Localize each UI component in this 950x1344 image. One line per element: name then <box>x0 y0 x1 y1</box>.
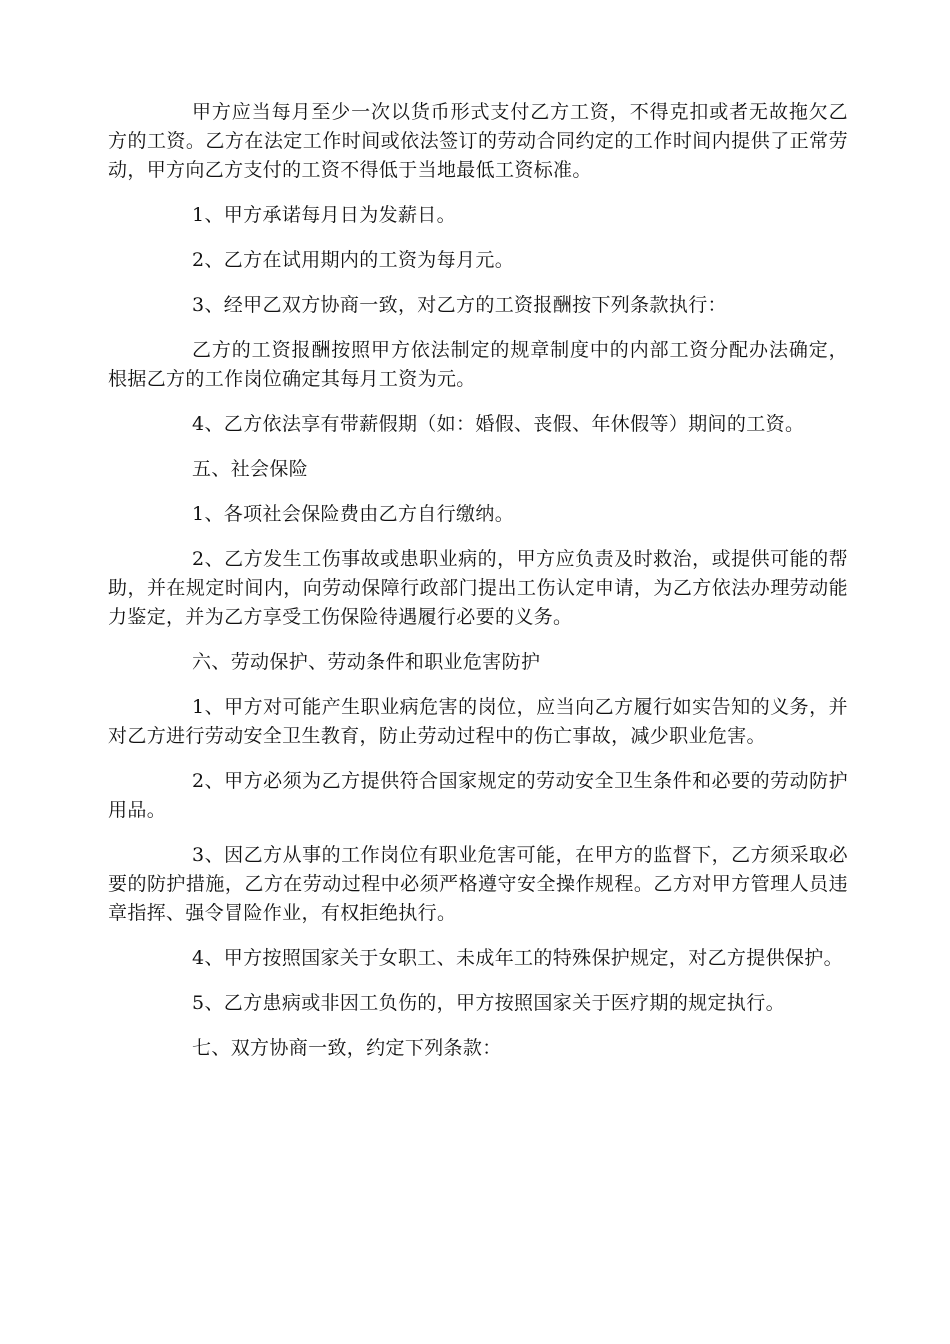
paragraph-paid-leave: 4、乙方依法享有带薪假期（如：婚假、丧假、年休假等）期间的工资。 <box>192 413 805 435</box>
paragraph-wage-terms: 3、经甲乙双方协商一致，对乙方的工资报酬按下列条款执行： <box>192 294 727 316</box>
document-body <box>108 98 848 1079</box>
paragraph-special-protection: 4、甲方按照国家关于女职工、未成年工的特殊保护规定，对乙方提供保护。 <box>192 947 843 969</box>
paragraph-insurance-fees: 1、各项社会保险费由乙方自行缴纳。 <box>192 503 515 525</box>
paragraph-probation-wage: 2、乙方在试用期内的工资为每月元。 <box>192 249 515 271</box>
paragraph-wage-payment: 甲方应当每月至少一次以货币形式支付乙方工资，不得克扣或者无故拖欠乙方的工资。乙方在法定工作时间或依法签订的劳动合同约定的工作时间内提供了正常劳动，甲方向乙方支付的工资不得低于当地最低工资标准。 <box>108 101 848 181</box>
section-heading-labor-protection: 六、劳动保护、劳动条件和职业危害防护 <box>192 651 541 673</box>
section-heading-social-insurance: 五、社会保险 <box>192 458 309 480</box>
paragraph-medical-period: 5、乙方患病或非因工负伤的，甲方按照国家关于医疗期的规定执行。 <box>192 992 785 1014</box>
paragraph-hazard-disclosure: 1、甲方对可能产生职业病危害的岗位，应当向乙方履行如实告知的义务，并对乙方进行劳动安全卫生教育，防止劳动过程中的伤亡事故，减少职业危害。 <box>108 696 848 747</box>
paragraph-wage-rules: 乙方的工资报酬按照甲方依法制定的规章制度中的内部工资分配办法确定，根据乙方的工作岗位确定其每月工资为元。 <box>108 339 848 390</box>
paragraph-safety-conditions: 2、甲方必须为乙方提供符合国家规定的劳动安全卫生条件和必要的劳动防护用品。 <box>108 770 848 821</box>
paragraph-work-injury: 2、乙方发生工伤事故或患职业病的，甲方应负责及时救治，或提供可能的帮助，并在规定时间内，向劳动保障行政部门提出工伤认定申请，为乙方依法办理劳动能力鉴定，并为乙方享受工伤保险待遇履行必要的义务。 <box>108 548 848 628</box>
section-heading-agreed-terms: 七、双方协商一致，约定下列条款： <box>192 1037 502 1059</box>
paragraph-payday: 1、甲方承诺每月日为发薪日。 <box>192 204 456 226</box>
paragraph-protective-measures: 3、因乙方从事的工作岗位有职业危害可能，在甲方的监督下，乙方须采取必要的防护措施，乙方在劳动过程中必须严格遵守安全操作规程。乙方对甲方管理人员违章指挥、强令冒险作业，有权拒绝执行。 <box>108 844 848 924</box>
